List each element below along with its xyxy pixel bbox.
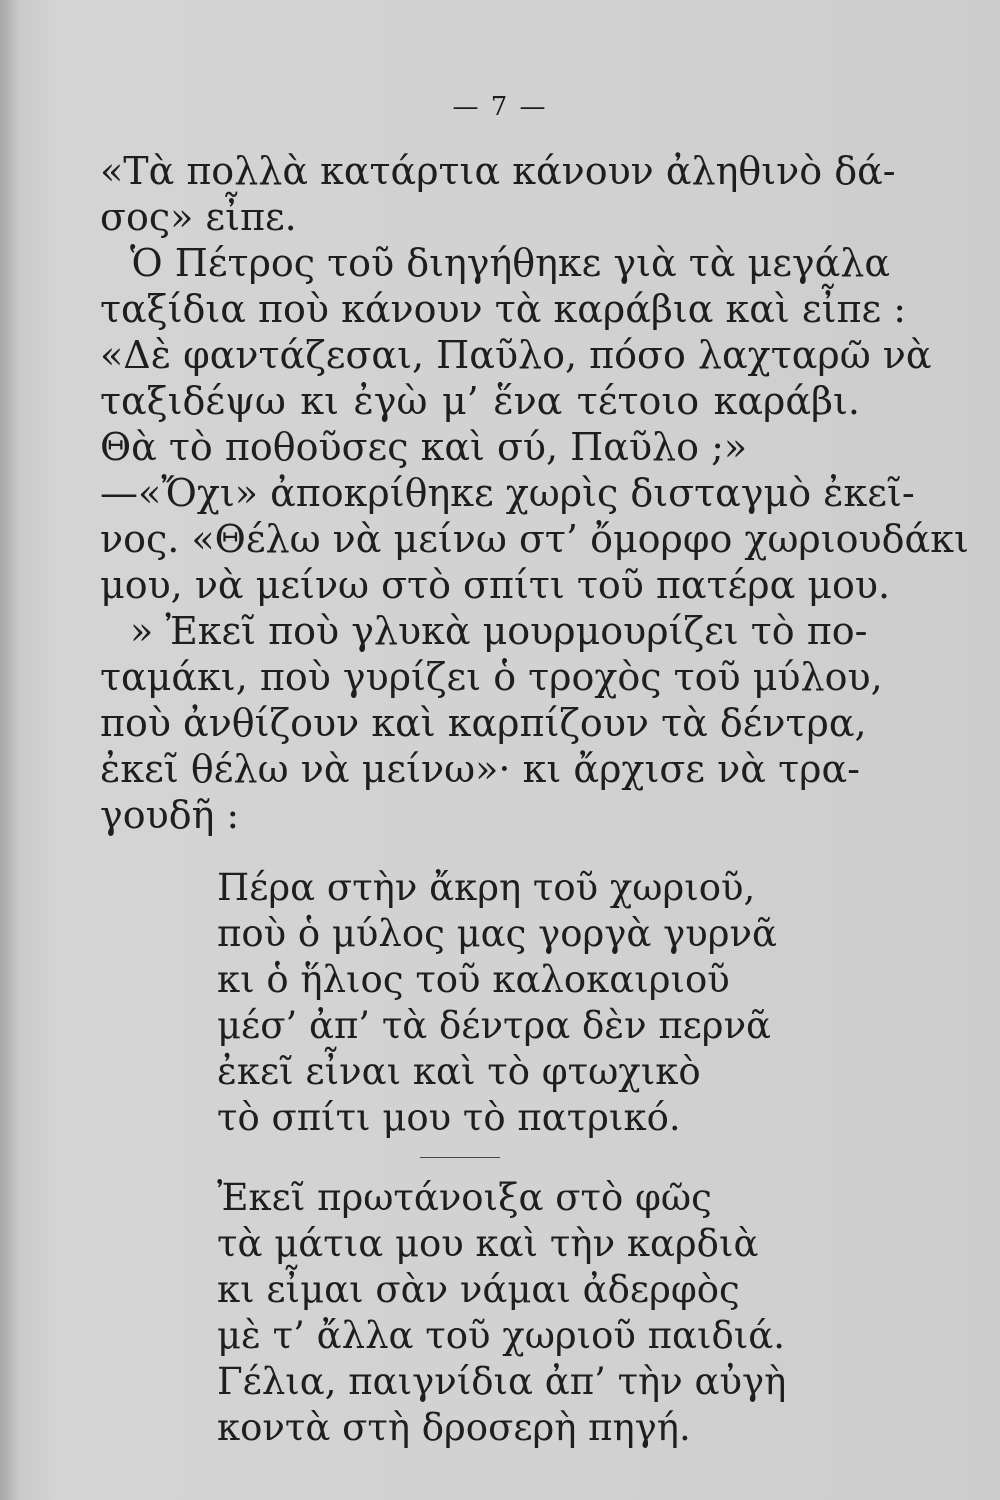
poem-stanza-2 [217, 1175, 786, 1451]
prose-line: Ὁ Πέτρος τοῦ διηγήθηκε γιὰ τὰ μεγάλα [130, 241, 891, 285]
prose-line: » Ἐκεῖ ποὺ γλυκὰ μουρμουρίζει τὸ πο- [130, 609, 868, 653]
prose-line: ταμάκι, ποὺ γυρίζει ὁ τροχὸς τοῦ μύλου, [100, 655, 883, 699]
prose-line: μου, νὰ μείνω στὸ σπίτι τοῦ πατέρα μου. [100, 563, 891, 607]
prose-block [100, 148, 969, 838]
prose-line: ταξιδέψω κι ἐγὼ μ’ ἕνα τέτοιο καράβι. [100, 379, 860, 423]
prose-line: ποὺ ἀνθίζουν καὶ καρπίζουν τὰ δέντρα, [100, 701, 867, 745]
poem-line: κι εἶμαι σὰν νάμαι ἀδερφὸς [217, 1268, 740, 1311]
poem-line: ποὺ ὁ μύλος μας γοργὰ γυρνᾶ [217, 912, 777, 955]
poem-stanza-1 [217, 865, 777, 1141]
prose-line: —«Ὄχι» ἀποκρίθηκε χωρὶς δισταγμὸ ἐκεῖ- [100, 471, 915, 515]
poem-line: μέσ’ ἀπ’ τὰ δέντρα δὲν περνᾶ [217, 1004, 772, 1047]
poem-line: Γέλια, παιγνίδια ἀπ’ τὴν αὐγὴ [217, 1360, 787, 1403]
page-binding-shadow [0, 0, 20, 1500]
prose-line: Θὰ τὸ ποθοῦσες καὶ σύ, Παῦλο ;» [100, 425, 748, 469]
page-number: — 7 — [452, 92, 548, 122]
prose-line: ἐκεῖ θέλω νὰ μείνω»· κι ἄρχισε νὰ τρα- [100, 747, 860, 791]
poem-line: Ἐκεῖ πρωτάνοιξα στὸ φῶς [217, 1176, 712, 1219]
poem-line: μὲ τ’ ἄλλα τοῦ χωριοῦ παιδιά. [217, 1314, 786, 1357]
prose-line: ταξίδια ποὺ κάνουν τὰ καράβια καὶ εἶπε : [100, 287, 907, 331]
prose-line: γουδῆ : [100, 793, 240, 837]
poem-line: κοντὰ στὴ δροσερὴ πηγή. [217, 1406, 691, 1449]
poem-line: τὸ σπίτι μου τὸ πατρικό. [217, 1096, 681, 1139]
poem-line: ἐκεῖ εἶναι καὶ τὸ φτωχικὸ [217, 1050, 701, 1093]
poem-line: κι ὁ ἥλιος τοῦ καλοκαιριοῦ [217, 958, 730, 1001]
poem-line: τὰ μάτια μου καὶ τὴν καρδιὰ [217, 1222, 759, 1265]
prose-line: «Δὲ φαντάζεσαι, Παῦλο, πόσο λαχταρῶ νὰ [100, 333, 932, 377]
poem-line: Πέρα στὴν ἄκρη τοῦ χωριοῦ, [217, 866, 756, 909]
prose-line: «Τὰ πολλὰ κατάρτια κάνουν ἀληθινὸ δά- [100, 149, 896, 193]
stanza-divider [420, 1157, 500, 1158]
prose-line: σος» εἶπε. [100, 195, 297, 239]
prose-line: νος. «Θέλω νὰ μείνω στ’ ὄμορφο χωριουδάκι [100, 517, 969, 561]
